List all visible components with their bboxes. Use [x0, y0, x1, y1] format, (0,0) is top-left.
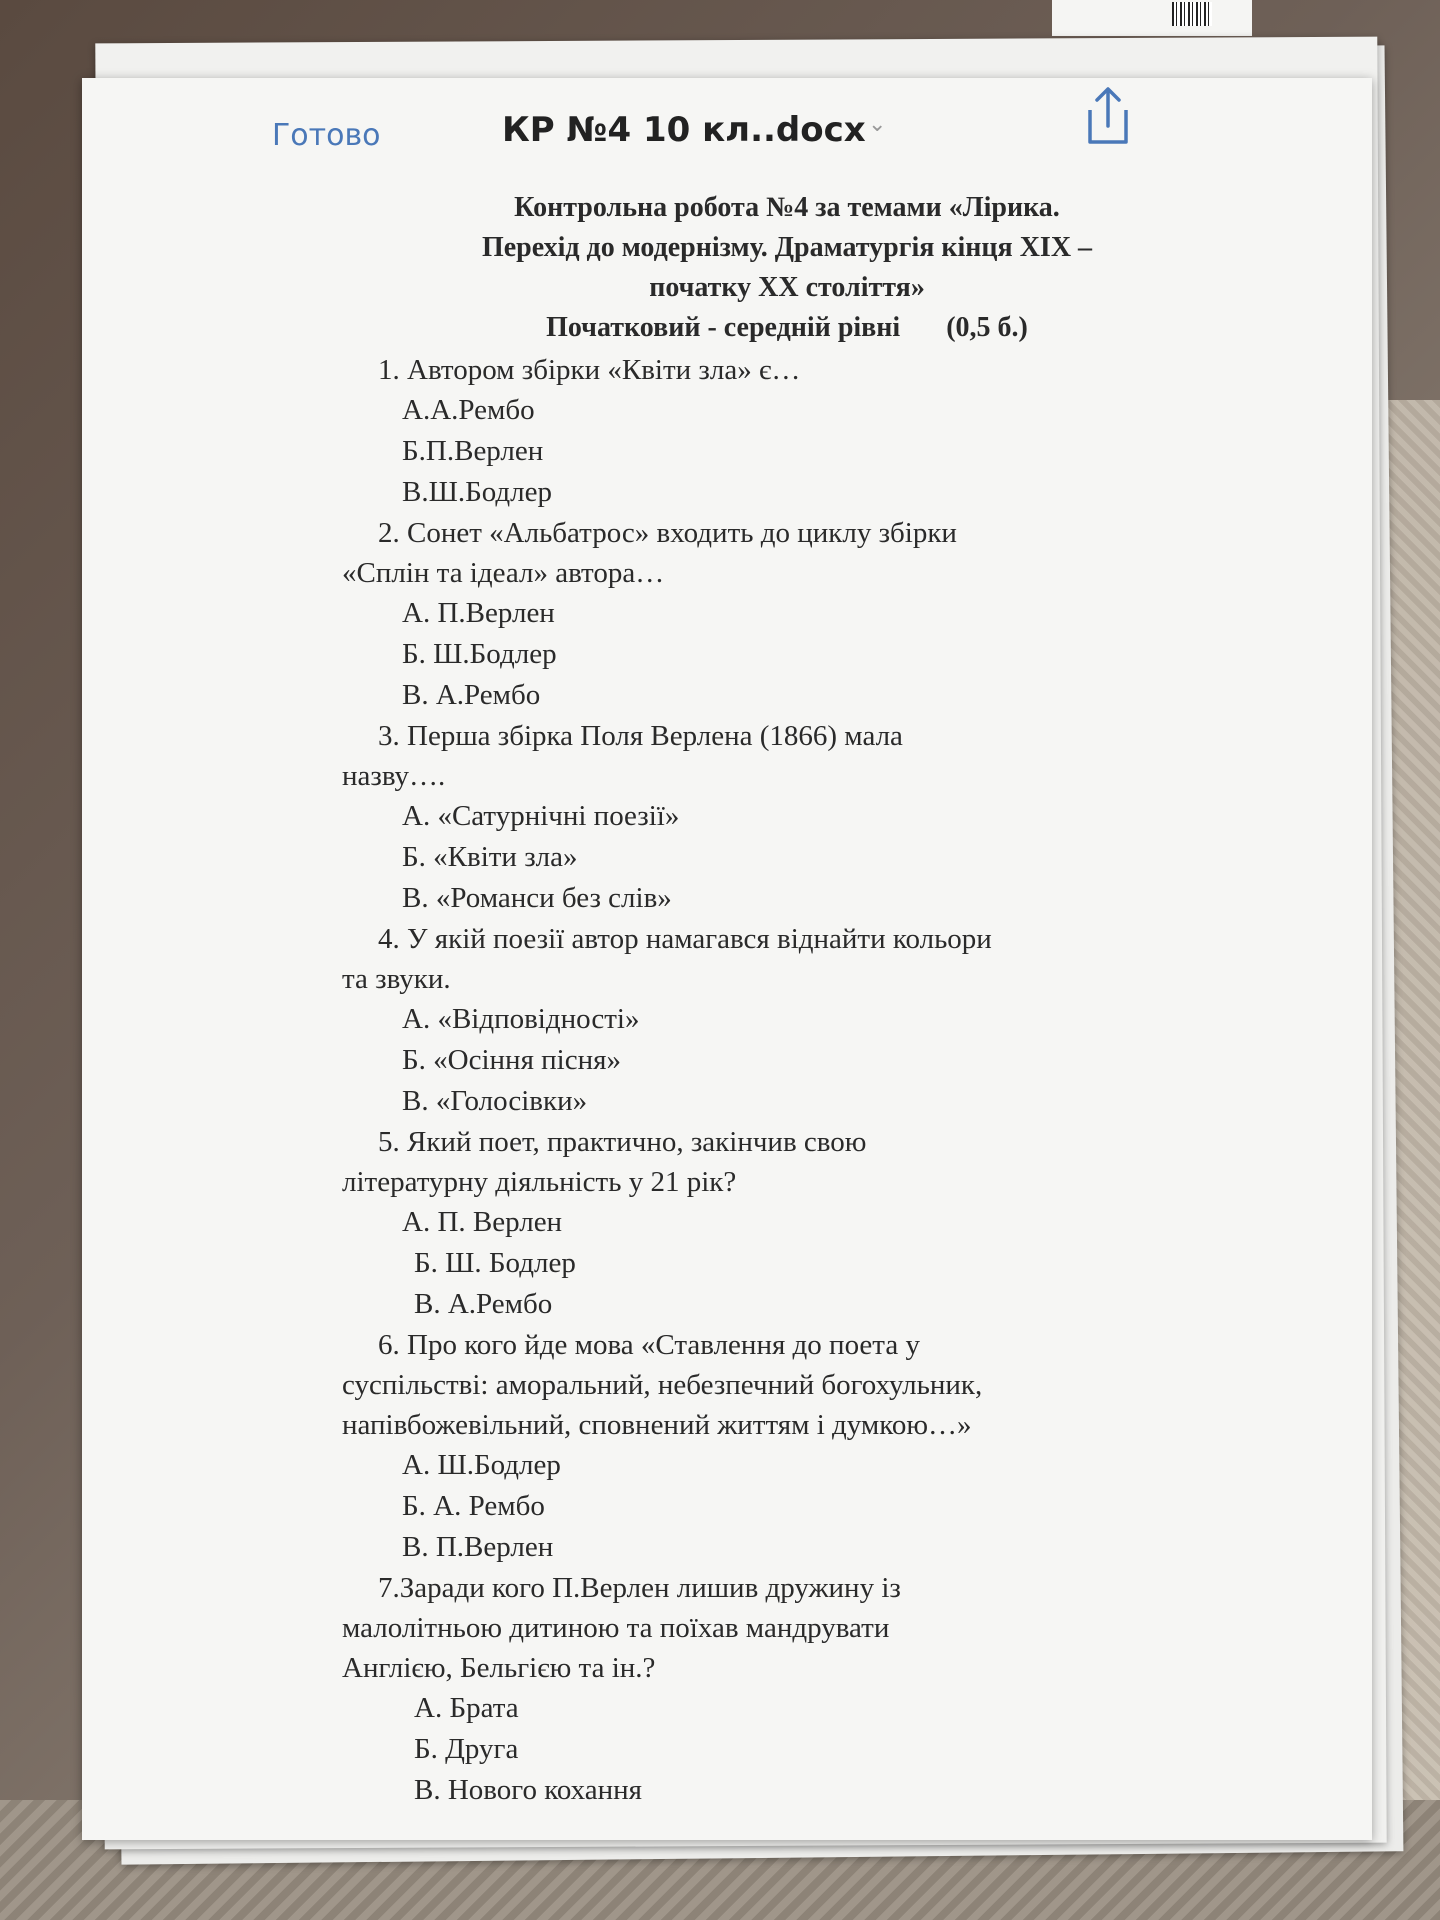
- document-body: [342, 188, 1232, 1811]
- question-text: літературну діяльність у 21 рік?: [342, 1166, 737, 1198]
- level-points: (0,5 б.): [946, 312, 1028, 343]
- answer-option: В. А.Рембо: [402, 679, 541, 711]
- answer-option: А.А.Рембо: [402, 394, 535, 426]
- question-text: та звуки.: [342, 963, 451, 995]
- question-text: «Сплін та ідеал» автора…: [342, 557, 665, 589]
- heading-line: Перехід до модернізму. Драматургія кінця XIX –: [481, 232, 1093, 263]
- question-text: Англією, Бельгією та ін.?: [342, 1652, 656, 1684]
- answer-option: Б. Ш. Бодлер: [414, 1247, 576, 1279]
- answer-option: А. П. Верлен: [402, 1206, 563, 1238]
- question-3: [342, 716, 1232, 919]
- answer-option: Б. «Квіти зла»: [402, 841, 578, 873]
- answer-option: В. П.Верлен: [402, 1531, 554, 1563]
- answer-option: А. «Відповідності»: [402, 1003, 640, 1035]
- question-text: 7.Заради кого П.Верлен лишив дружину із: [378, 1572, 901, 1604]
- question-6: [342, 1325, 1232, 1568]
- question-text: 2. Сонет «Альбатрос» входить до циклу збірки: [378, 517, 957, 549]
- answer-option: В. «Голосівки»: [402, 1085, 588, 1117]
- question-text: суспільстві: аморальний, небезпечний богохульник,: [342, 1369, 983, 1401]
- question-7: [342, 1568, 1232, 1811]
- question-text: малолітньою дитиною та поїхав мандрувати: [342, 1612, 890, 1644]
- answer-option: В. Нового кохання: [414, 1774, 642, 1806]
- question-4: [342, 919, 1232, 1122]
- question-text: 3. Перша збірка Поля Верлена (1866) мала: [378, 720, 903, 752]
- question-text: 5. Який поет, практично, закінчив свою: [378, 1126, 867, 1158]
- heading-line: Контрольна робота №4 за темами «Лірика.: [514, 192, 1060, 223]
- answer-option: А. Ш.Бодлер: [402, 1449, 561, 1481]
- answer-option: В.Ш.Бодлер: [402, 476, 553, 508]
- document-heading: [342, 188, 1232, 308]
- answer-option: А. Брата: [414, 1692, 519, 1724]
- file-title[interactable]: КР №4 10 кл..docx: [502, 110, 866, 150]
- question-2: [342, 513, 1232, 716]
- price-sticker: [1052, 0, 1252, 36]
- done-button[interactable]: Готово: [272, 118, 381, 153]
- share-icon[interactable]: [1082, 86, 1134, 148]
- answer-option: В. А.Рембо: [414, 1288, 553, 1320]
- printed-page: [82, 78, 1372, 1840]
- question-5: [342, 1122, 1232, 1325]
- level-label: Початковий - середній рівні: [546, 312, 901, 343]
- barcode: [1172, 2, 1212, 26]
- question-text: 1. Автором збірки «Квіти зла» є…: [378, 354, 801, 386]
- answer-option: А. «Сатурнічні поезії»: [402, 800, 680, 832]
- answer-option: Б.П.Верлен: [402, 435, 544, 467]
- answer-option: Б. Ш.Бодлер: [402, 638, 557, 670]
- answer-option: Б. Друга: [414, 1733, 519, 1765]
- question-1: [342, 350, 1232, 513]
- question-text: напівбожевільний, сповнений життям і думкою…»: [342, 1409, 972, 1441]
- level-line: [342, 308, 1232, 348]
- answer-option: А. П.Верлен: [402, 597, 555, 629]
- answer-option: В. «Романси без слів»: [402, 882, 672, 914]
- chevron-down-icon[interactable]: ⌄: [868, 112, 887, 137]
- question-text: 6. Про кого йде мова «Ставлення до поета у: [378, 1329, 920, 1361]
- heading-line: початку XX століття»: [649, 272, 925, 303]
- question-text: назву….: [342, 760, 446, 792]
- answer-option: Б. А. Рембо: [402, 1490, 545, 1522]
- viewer-toolbar: [82, 78, 1372, 188]
- question-text: 4. У якій поезії автор намагався віднайти кольори: [378, 923, 992, 955]
- answer-option: Б. «Осіння пісня»: [402, 1044, 621, 1076]
